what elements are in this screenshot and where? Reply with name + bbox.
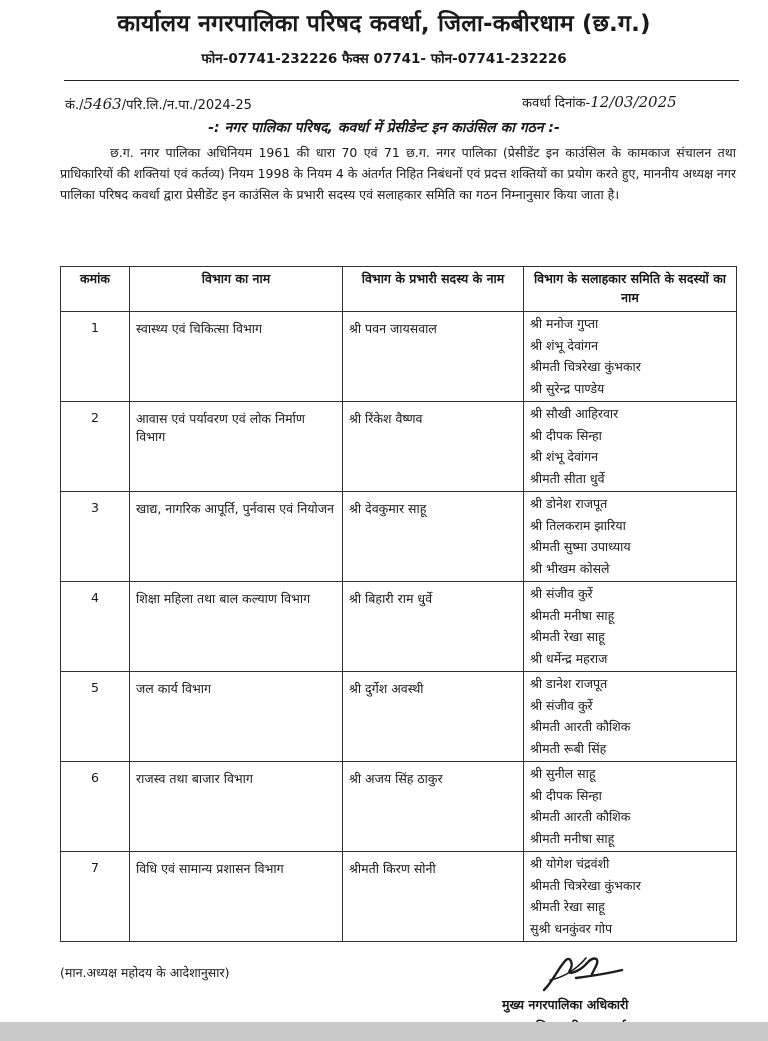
advisor-name: श्रीमती रेखा साहू xyxy=(530,629,605,644)
row-advisors xyxy=(524,672,737,762)
reference-suffix: /परि.लि./न.पा./2024-25 xyxy=(121,98,252,113)
row-incharge: श्री देवकुमार साहू xyxy=(343,492,524,582)
advisor-name: श्री डानेश राजपूत xyxy=(530,676,608,691)
table-row xyxy=(61,672,737,762)
row-advisors xyxy=(524,852,737,942)
row-advisors xyxy=(524,582,737,672)
row-incharge: श्रीमती किरण सोनी xyxy=(343,852,524,942)
document-date xyxy=(522,93,677,111)
row-serial: 1 xyxy=(61,312,130,402)
table-row xyxy=(61,852,737,942)
row-advisors xyxy=(524,402,737,492)
table-row xyxy=(61,402,737,492)
advisor-name: श्री सुरेन्द्र पाण्डेय xyxy=(530,380,605,396)
advisor-name: श्री शंभू देवांगन xyxy=(530,449,599,464)
advisor-name: श्री धर्मेन्द्र महराज xyxy=(530,650,608,666)
row-advisors xyxy=(524,492,737,582)
contact-line: फोन-07741-232226 फैक्स 07741- फोन-07741-232226 xyxy=(201,51,567,67)
row-advisors xyxy=(524,312,737,402)
scan-bottom-bar xyxy=(0,1022,768,1041)
table-row xyxy=(61,582,737,672)
order-note: (मान.अध्यक्ष महोदय के आदेशानुसार) xyxy=(60,965,230,980)
advisor-name: श्रीमती आरती कौशिक xyxy=(530,719,631,734)
advisor-name: श्रीमती सुष्मा उपाध्याय xyxy=(530,539,631,554)
signatory-designation: मुख्य नगरपालिका अधिकारी xyxy=(502,997,629,1012)
row-incharge: श्री रिंकेश वैष्णव xyxy=(343,402,524,492)
advisor-name: श्री योगेश चंद्रवंशी xyxy=(530,856,610,871)
date-handwritten: 12/03/2025 xyxy=(590,93,677,111)
row-incharge: श्री बिहारी राम धुर्वे xyxy=(343,582,524,672)
row-department: विधि एवं सामान्य प्रशासन विभाग xyxy=(130,852,343,942)
advisor-name: श्री संजीव कुर्रे xyxy=(530,697,593,713)
advisor-name: श्री मनोज गुप्ता xyxy=(530,316,599,331)
advisor-name: श्री डोनेश राजपूत xyxy=(530,496,608,511)
row-serial: 4 xyxy=(61,582,130,672)
table-row xyxy=(61,312,737,402)
advisor-name: श्री संजीव कुर्रे xyxy=(530,586,593,601)
advisor-name: श्री दीपक सिन्हा xyxy=(530,787,602,803)
row-department: स्वास्थ्य एवं चिकित्सा विभाग xyxy=(130,312,343,402)
row-serial: 5 xyxy=(61,672,130,762)
table-header-row xyxy=(61,267,737,312)
row-department: जल कार्य विभाग xyxy=(130,672,343,762)
advisor-name: श्रीमती चित्ररेखा कुंभकार xyxy=(530,877,641,893)
advisor-name: श्री तिलकराम झारिया xyxy=(530,517,626,533)
table-row xyxy=(61,762,737,852)
advisor-name: श्रीमती मनीषा साहू xyxy=(530,830,615,846)
advisor-name: श्रीमती चित्ररेखा कुंभकार xyxy=(530,359,641,374)
row-serial: 2 xyxy=(61,402,130,492)
advisor-name: श्रीमती रेखा साहू xyxy=(530,899,605,914)
advisor-name: श्रीमती सीता धुर्वे xyxy=(530,470,605,486)
advisor-name: सुश्री धनकुंवर गोप xyxy=(530,920,613,936)
signature-image xyxy=(536,950,626,995)
row-department: खाद्य, नागरिक आपूर्ति, पुर्नवास एवं नियोजन xyxy=(130,492,343,582)
reference-number xyxy=(65,95,252,113)
header-incharge: विभाग के प्रभारी सदस्य के नाम xyxy=(343,267,524,312)
row-serial: 3 xyxy=(61,492,130,582)
row-department: राजस्व तथा बाजार विभाग xyxy=(130,762,343,852)
row-incharge: श्री दुर्गेश अवस्थी xyxy=(343,672,524,762)
row-advisors xyxy=(524,762,737,852)
header-department: विभाग का नाम xyxy=(130,267,343,312)
body-paragraph: छ.ग. नगर पालिका अधिनियम 1961 की धारा 70 एवं 71 छ.ग. नगर पालिका (प्रेसीडेंट इन काउंसिल के कामकाज संचालन तथा प्राधिकारियों की शक्तियां एवं कर्तव्य) नियम 1998 के नियम 4 के अंतर्गत निहित निबंधनों एवं प्रदत्त शक्तियों का प्रयोग करते हुए, माननीय अध्यक्ष नगर पालिका परिषद कवर्धा द्वारा प्रेसीडेंट इन काउंसिल के प्रभारी सदस्य एवं सलाहकार समिति का गठन निम्नानुसार किया जाता है। xyxy=(60,145,736,202)
row-department: आवास एवं पर्यावरण एवं लोक निर्माण विभाग xyxy=(130,402,343,492)
advisor-name: श्रीमती रूबी सिंह xyxy=(530,740,607,756)
row-department: शिक्षा महिला तथा बाल कल्याण विभाग xyxy=(130,582,343,672)
office-title: कार्यालय नगरपालिका परिषद कवर्धा, जिला-कबीरधाम (छ.ग.) xyxy=(117,11,651,37)
header-divider xyxy=(64,80,739,81)
reference-prefix: कं./ xyxy=(65,98,84,113)
advisor-name: श्री भीखम कोसले xyxy=(530,560,610,576)
advisor-name: श्रीमती मनीषा साहू xyxy=(530,607,615,623)
subject-heading: -: नगर पालिका परिषद, कवर्धा में प्रेसीडेन्ट इन काउंसिल का गठन :- xyxy=(208,120,560,136)
row-incharge: श्री पवन जायसवाल xyxy=(343,312,524,402)
row-incharge: श्री अजय सिंह ठाकुर xyxy=(343,762,524,852)
council-table xyxy=(60,266,737,942)
header-advisors: विभाग के सलाहकार समिति के सदस्यों का नाम xyxy=(524,267,737,312)
table-row xyxy=(61,492,737,582)
advisor-name: श्री सुनील साहू xyxy=(530,766,596,781)
advisor-name: श्री शंभू देवांगन xyxy=(530,337,599,353)
row-serial: 6 xyxy=(61,762,130,852)
reference-handwritten-number: 5463 xyxy=(83,95,122,113)
row-serial: 7 xyxy=(61,852,130,942)
advisor-name: श्रीमती आरती कौशिक xyxy=(530,809,631,824)
header-serial: कमांक xyxy=(61,267,130,312)
advisor-name: श्री दीपक सिन्हा xyxy=(530,427,602,443)
date-label: कवर्धा दिनांक- xyxy=(522,96,591,111)
advisor-name: श्री सौखी आहिरवार xyxy=(530,406,619,421)
